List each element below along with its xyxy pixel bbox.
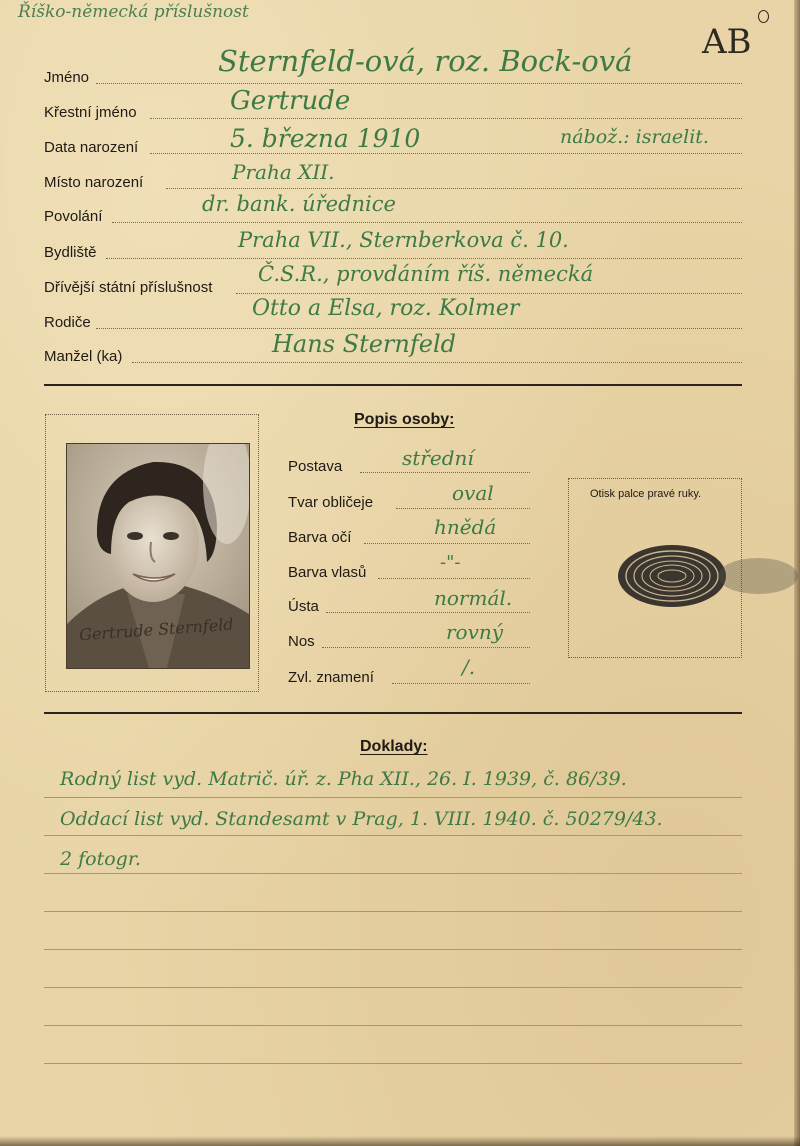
field-value-parents: Otto a Elsa, roz. Kolmer	[252, 296, 520, 321]
ruled-line	[44, 911, 742, 912]
dotted-line	[322, 647, 530, 648]
dotted-line	[236, 293, 742, 294]
field-label-former-citizenship: Dřívější státní příslušnost	[44, 279, 213, 296]
desc-value-hair-color: -"-	[440, 552, 461, 573]
dotted-line	[396, 508, 530, 509]
fingerprint-caption: Otisk palce pravé ruky.	[590, 488, 702, 500]
dotted-line	[132, 362, 742, 363]
field-label-birth-date: Data narození	[44, 139, 139, 156]
ruled-line	[44, 797, 742, 798]
header-handwritten-note: Říško-německá příslušnost	[18, 2, 249, 22]
documents-section-title: Doklady:	[360, 738, 428, 755]
dotted-line	[96, 83, 742, 84]
dotted-line	[360, 472, 530, 473]
section-divider	[44, 712, 742, 714]
desc-label-nose: Nos	[288, 633, 315, 650]
page-bottom-shadow	[0, 1136, 800, 1146]
dotted-line	[364, 543, 530, 544]
dotted-line	[150, 118, 742, 119]
desc-value-eye-color: hnědá	[434, 515, 497, 539]
field-value-birth-place: Praha XII.	[232, 160, 335, 184]
field-label-residence: Bydliště	[44, 244, 97, 261]
dotted-line	[150, 153, 742, 154]
document-entry-2: Oddací list vyd. Standesamt v Prag, 1. VIII. 1940. č. 50279/43.	[60, 808, 663, 830]
field-value-occupation: dr. bank. úřednice	[202, 192, 396, 216]
document-entry-3: 2 fotogr.	[60, 848, 141, 870]
desc-value-face-shape: oval	[452, 481, 494, 505]
field-label-surname: Jméno	[44, 69, 90, 86]
field-value-spouse: Hans Sternfeld	[272, 330, 456, 358]
thumbprint-image	[616, 540, 800, 612]
field-value-surname: Sternfeld-ová, roz. Bock-ová	[218, 44, 633, 78]
field-value-former-citizenship: Č.S.R., provdáním říš. německá	[258, 262, 594, 286]
ruled-line	[44, 1063, 742, 1064]
ruled-line	[44, 949, 742, 950]
ruled-line	[44, 987, 742, 988]
desc-label-eye-color: Barva očí	[288, 529, 352, 546]
ruled-line	[44, 1025, 742, 1026]
field-label-occupation: Povolání	[44, 208, 103, 225]
section-divider	[44, 384, 742, 386]
dotted-line	[378, 578, 530, 579]
desc-label-mouth: Ústa	[288, 598, 319, 615]
field-label-first-name: Křestní jméno	[44, 104, 137, 121]
dotted-line	[112, 222, 742, 223]
field-value-religion: nábož.: israelit.	[560, 126, 709, 148]
desc-value-nose: rovný	[446, 620, 504, 644]
field-value-birth-date: 5. března 1910	[230, 124, 421, 153]
field-label-parents: Rodiče	[44, 314, 91, 331]
desc-value-marks: /.	[462, 655, 476, 679]
field-label-spouse: Manžel (ka)	[44, 348, 123, 365]
dotted-line	[106, 258, 742, 259]
ruled-line	[44, 835, 742, 836]
dotted-line	[326, 612, 530, 613]
portrait-photo	[66, 443, 250, 669]
dotted-line	[392, 683, 530, 684]
field-label-birth-place: Místo narození	[44, 174, 144, 191]
desc-value-mouth: normál.	[434, 586, 513, 610]
dotted-line	[166, 188, 742, 189]
desc-label-hair-color: Barva vlasů	[288, 564, 367, 581]
desc-label-build: Postava	[288, 458, 343, 475]
document-entry-1: Rodný list vyd. Matrič. úř. z. Pha XII., 26. I. 1939, č. 86/39.	[60, 768, 627, 790]
description-section-title: Popis osoby:	[354, 411, 455, 428]
photo-signature: Gertrude Sternfeld	[78, 614, 235, 645]
header-circle-mark	[758, 10, 769, 23]
ruled-line	[44, 873, 742, 874]
field-value-residence: Praha VII., Sternberkova č. 10.	[238, 228, 569, 252]
dotted-line	[96, 328, 742, 329]
header-handwritten-mark: AB	[702, 22, 752, 62]
desc-value-build: střední	[402, 446, 474, 470]
desc-label-marks: Zvl. znamení	[288, 669, 374, 686]
field-value-first-name: Gertrude	[230, 86, 351, 116]
desc-label-face-shape: Tvar obličeje	[288, 494, 374, 511]
